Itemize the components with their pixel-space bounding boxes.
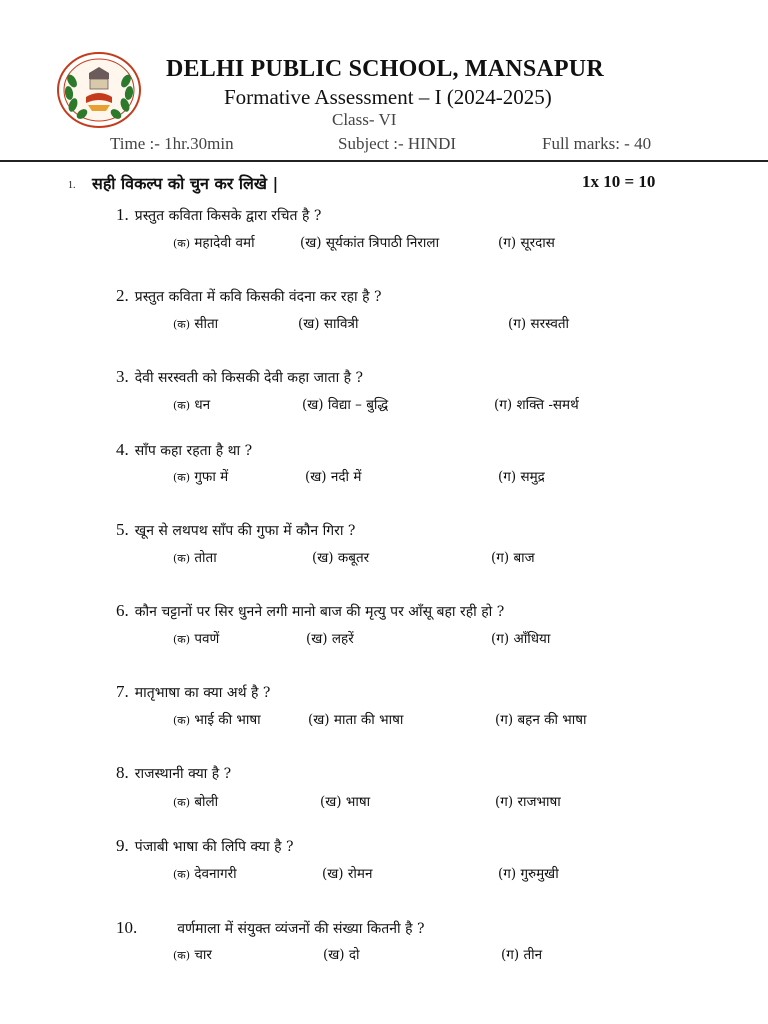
question-number: 4. xyxy=(116,440,129,459)
option-b xyxy=(306,629,354,647)
option-text: लहरें xyxy=(331,631,354,647)
option-label: (ग) xyxy=(508,316,527,332)
question-8 xyxy=(116,763,231,783)
question-number: 2. xyxy=(116,286,129,305)
option-c xyxy=(498,467,545,485)
option-text: बहन की भाषा xyxy=(517,712,587,728)
option-label: (ग) xyxy=(495,794,514,810)
option-c xyxy=(498,864,559,882)
question-text: राजस्थानी क्या है ? xyxy=(134,766,232,782)
option-b xyxy=(312,548,369,566)
question-3 xyxy=(116,367,363,387)
question-number: 3. xyxy=(116,367,129,386)
option-b xyxy=(320,792,370,810)
option-label: (क) xyxy=(173,868,191,881)
option-text: रोमन xyxy=(347,866,373,882)
option-label: (ख) xyxy=(312,550,334,566)
option-a xyxy=(173,548,217,566)
option-label: (ग) xyxy=(498,469,517,485)
school-logo xyxy=(56,51,142,129)
question-2 xyxy=(116,286,382,306)
option-c xyxy=(491,629,550,647)
option-text: नदी में xyxy=(330,469,362,485)
question-text: प्रस्तुत कविता किसके द्वारा रचित है ? xyxy=(134,208,322,224)
school-name: DELHI PUBLIC SCHOOL, MANSAPUR xyxy=(166,56,604,82)
option-text: धन xyxy=(194,397,211,413)
question-10 xyxy=(116,918,424,938)
option-text: पवणें xyxy=(194,631,220,647)
option-label: (ग) xyxy=(498,866,517,882)
option-label: (क) xyxy=(173,471,191,484)
option-text: दो xyxy=(348,947,360,963)
option-b xyxy=(322,864,372,882)
option-label: (क) xyxy=(173,237,191,250)
option-a xyxy=(173,710,261,728)
question-text: खून से लथपथ साँप की गुफा में कौन गिरा ? xyxy=(134,523,356,539)
option-label: (क) xyxy=(173,633,191,646)
section-marks: 1x 10 = 10 xyxy=(582,172,656,191)
header-divider xyxy=(0,160,768,162)
option-c xyxy=(508,314,569,332)
option-text: राजभाषा xyxy=(517,794,561,810)
option-b xyxy=(305,467,361,485)
option-text: गुरुमुखी xyxy=(520,866,559,882)
option-label: (क) xyxy=(173,399,191,412)
option-text: चार xyxy=(194,947,212,963)
question-text: मातृभाषा का क्या अर्थ है ? xyxy=(134,685,271,701)
question-9 xyxy=(116,836,293,856)
question-text: प्रस्तुत कविता में कवि किसकी वंदना कर रहा है ? xyxy=(134,289,382,305)
option-label: (ख) xyxy=(323,947,345,963)
option-label: (क) xyxy=(173,318,191,331)
option-c xyxy=(498,233,555,251)
option-label: (ग) xyxy=(501,947,520,963)
option-text: तीन xyxy=(523,947,543,963)
option-text: बोली xyxy=(194,794,219,810)
option-c xyxy=(491,548,535,566)
section-title: सही विकल्प को चुन कर लिखे | xyxy=(92,174,279,193)
option-a xyxy=(173,233,255,251)
question-text: साँप कहा रहता है था ? xyxy=(134,443,253,459)
option-b xyxy=(298,314,358,332)
option-text: गुफा में xyxy=(194,469,229,485)
option-b xyxy=(302,395,388,413)
option-c xyxy=(495,792,561,810)
question-number: 5. xyxy=(116,520,129,539)
option-text: विद्या – बुद्धि xyxy=(327,397,389,413)
option-text: कबूतर xyxy=(337,550,370,566)
question-number: 6. xyxy=(116,601,129,620)
option-text: आँधिया xyxy=(513,631,551,647)
question-text: देवी सरस्वती को किसकी देवी कहा जाता है ? xyxy=(134,370,364,386)
option-text: बाज xyxy=(513,550,535,566)
question-number: 9. xyxy=(116,836,129,855)
option-text: सूर्यकांत त्रिपाठी निराला xyxy=(325,235,440,251)
option-a xyxy=(173,792,218,810)
option-a xyxy=(173,629,219,647)
class-label: Class- VI xyxy=(332,110,397,129)
option-label: (क) xyxy=(173,949,191,962)
question-number: 8. xyxy=(116,763,129,782)
option-label: (ख) xyxy=(308,712,330,728)
option-text: शक्ति -समर्थ xyxy=(516,397,579,413)
option-text: सरस्वती xyxy=(530,316,570,332)
option-a xyxy=(173,314,218,332)
option-label: (क) xyxy=(173,796,191,809)
question-5 xyxy=(116,520,355,540)
option-c xyxy=(501,945,542,963)
question-4 xyxy=(116,440,252,460)
time-label: Time :- 1hr.30min xyxy=(110,134,234,153)
option-label: (ख) xyxy=(322,866,344,882)
question-1 xyxy=(116,205,321,225)
question-number: 1. xyxy=(116,205,129,224)
option-b xyxy=(300,233,439,251)
question-text: पंजाबी भाषा की लिपि क्या है ? xyxy=(134,839,294,855)
option-label: (ग) xyxy=(491,631,510,647)
assessment-title: Formative Assessment – I (2024-2025) xyxy=(224,85,552,109)
option-b xyxy=(308,710,403,728)
option-text: सूरदास xyxy=(520,235,555,251)
option-label: (ग) xyxy=(498,235,517,251)
option-label: (ख) xyxy=(298,316,320,332)
option-label: (ख) xyxy=(305,469,327,485)
option-c xyxy=(495,710,587,728)
option-label: (ख) xyxy=(320,794,342,810)
option-c xyxy=(494,395,579,413)
option-text: महादेवी वर्मा xyxy=(194,235,255,251)
option-b xyxy=(323,945,360,963)
option-text: सावित्री xyxy=(323,316,359,332)
option-a xyxy=(173,467,228,485)
option-label: (ख) xyxy=(300,235,322,251)
option-text: भाषा xyxy=(345,794,371,810)
subject-label: Subject :- HINDI xyxy=(338,134,457,153)
option-a xyxy=(173,395,210,413)
option-label: (ग) xyxy=(495,712,514,728)
full-marks-label: Full marks: - 40 xyxy=(542,134,652,153)
option-a xyxy=(173,945,212,963)
option-label: (क) xyxy=(173,552,191,565)
option-label: (ग) xyxy=(491,550,510,566)
question-text: कौन चट्टानों पर सिर धुनने लगी मानो बाज की मृत्यु पर आँसू बहा रही हो ? xyxy=(134,604,505,620)
option-text: देवनागरी xyxy=(194,866,237,882)
question-text: वर्णमाला में संयुक्त व्यंजनों की संख्या कितनी है ? xyxy=(177,921,425,937)
option-label: (ग) xyxy=(494,397,513,413)
question-number: 10. xyxy=(116,918,138,937)
question-6 xyxy=(116,601,504,621)
option-label: (क) xyxy=(173,714,191,727)
option-text: तोता xyxy=(194,550,217,566)
option-a xyxy=(173,864,237,882)
option-text: माता की भाषा xyxy=(333,712,404,728)
option-text: समुद्र xyxy=(520,469,545,485)
option-label: (ख) xyxy=(302,397,324,413)
option-text: भाई की भाषा xyxy=(194,712,261,728)
option-text: सीता xyxy=(194,316,219,332)
section-number: 1. xyxy=(68,180,76,191)
question-7 xyxy=(116,682,270,702)
question-number: 7. xyxy=(116,682,129,701)
option-label: (ख) xyxy=(306,631,328,647)
